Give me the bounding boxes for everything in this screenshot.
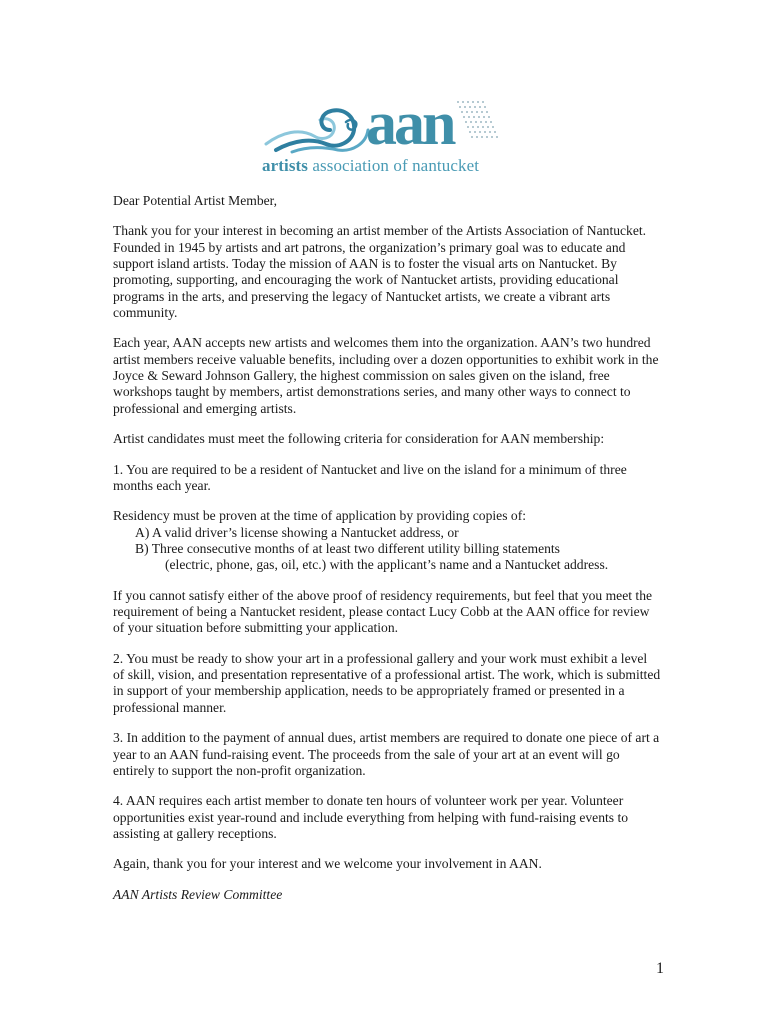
- criterion-4: 4. AAN requires each artist member to donate ten hours of volunteer work per year. Volunteer opportunities exist year-round and include everything from helping with fund-raising events to assisting at gallery receptions.: [113, 793, 629, 841]
- salutation: Dear Potential Artist Member,: [113, 193, 278, 208]
- closing-line: Again, thank you for your interest and we welcome your involvement in AAN.: [113, 856, 542, 872]
- wave-swirl-icon: [262, 92, 512, 158]
- criteria-intro: Artist candidates must meet the following criteria for consideration for AAN membership:: [113, 431, 605, 447]
- criterion-3: 3. In addition to the payment of annual dues, artist members are required to donate one piece of art a year to an AAN fund-raising event. The proceeds from the sale of your art at an event will go entirely to support the non-profit organization.: [113, 730, 660, 778]
- criterion-2: 2. You must be ready to show your art in a professional gallery and your work must exhibit a level of skill, vision, and presentation representative of a professional artist. The work, which is submitted in support of your membership application, needs to be appropriately framed or presented in a professional manner.: [113, 650, 661, 715]
- signature: AAN Artists Review Committee: [113, 886, 283, 902]
- residency-note: If you cannot satisfy either of the above proof of residency requirements, but feel that you meet the requirement of being a Nantucket resident, please contact Lucy Cobb at the AAN office for review of your situation before submitting your application.: [113, 587, 653, 636]
- page-number: 1: [656, 960, 664, 977]
- residency-item-a: A) A valid driver’s license showing a Nantucket address, or: [135, 524, 459, 540]
- letter-body: [113, 193, 661, 917]
- benefits-paragraph: Each year, AAN accepts new artists and welcomes them into the organization. AAN’s two hundred artist members receive valuable benefits, including over a dozen opportunities to exhibit work in the Joyce & Seward Johnson Gallery, the highest commission on sales given on the island, free workshops taught by members, artist demonstrations series, and many other ways to connect to professional and emerging artists.: [113, 335, 659, 416]
- residency-requirements: [113, 508, 661, 573]
- aan-logo: [262, 92, 512, 182]
- logo-wordmark-rest: association of nantucket: [308, 156, 480, 175]
- logo-wordmark-bold: artists: [262, 156, 309, 175]
- residency-intro: Residency must be proven at the time of application by providing copies of:: [113, 508, 527, 524]
- criterion-1: 1. You are required to be a resident of Nantucket and live on the island for a minimum of three months each year.: [113, 461, 627, 493]
- logo-monogram: aan: [366, 92, 454, 158]
- residency-item-b: B) Three consecutive months of at least two different utility billing statements: [135, 540, 560, 556]
- residency-item-b-continued: (electric, phone, gas, oil, etc.) with the applicant’s name and a Nantucket address.: [165, 557, 609, 573]
- logo-wordmark: [262, 156, 512, 176]
- intro-paragraph: Thank you for your interest in becoming an artist member of the Artists Association of Nantucket. Founded in 1945 by artists and art patrons, the organization’s primary goal was to educate and support island artists. Today the mission of AAN is to foster the visual arts on Nantucket. By promoting, supporting, and encouraging the work of Nantucket artists, providing educational programs in the arts, and preserving the legacy of Nantucket artists, we create a vibrant arts community.: [113, 223, 647, 320]
